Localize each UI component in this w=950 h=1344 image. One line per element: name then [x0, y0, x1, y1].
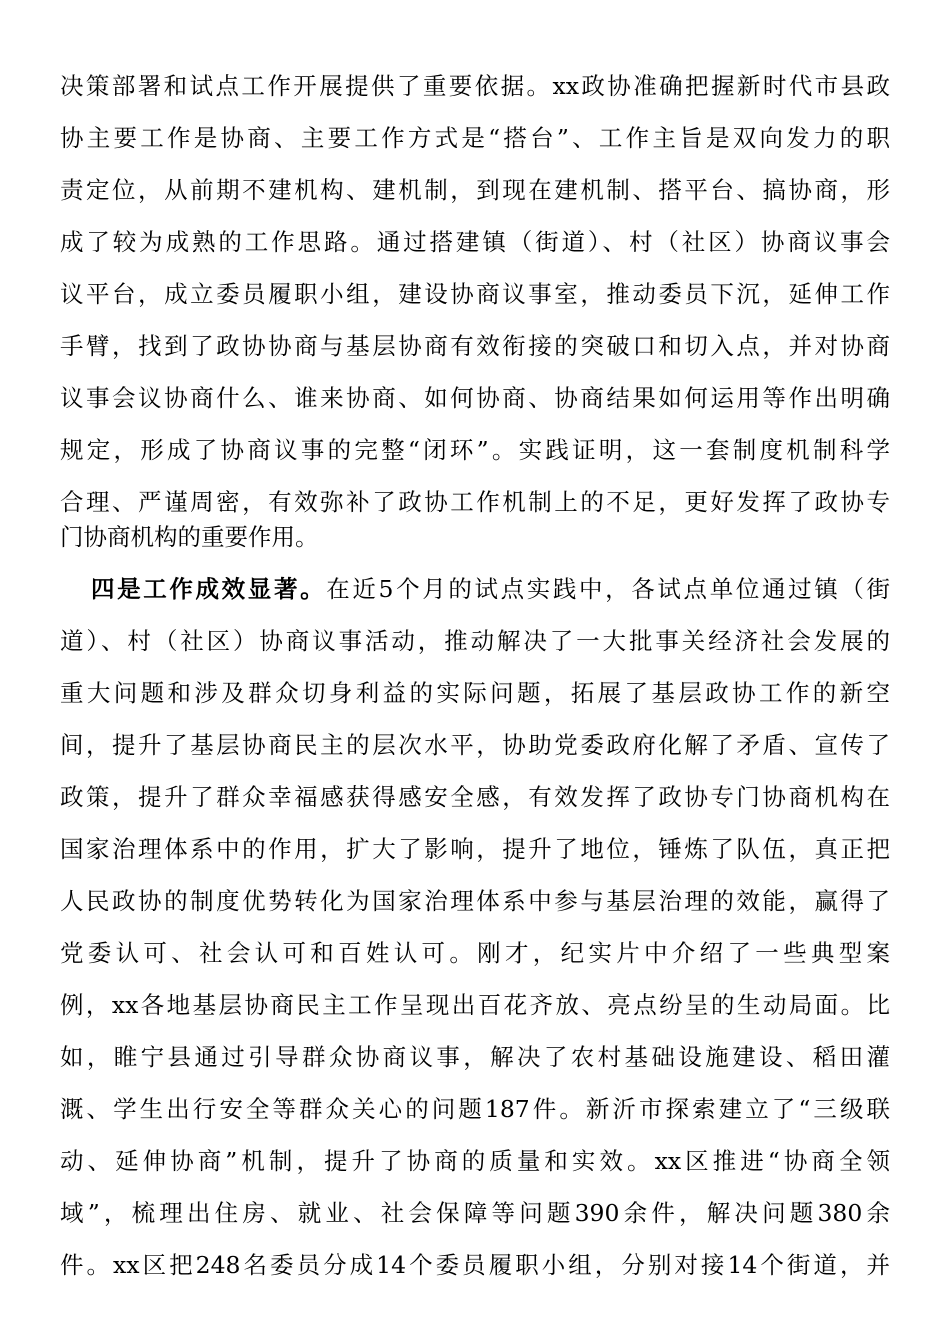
text-line: 间，提升了基层协商民主的层次水平，协助党委政府化解了矛盾、宣传了: [60, 731, 890, 759]
text-line: 域”，梳理出住房、就业、社会保障等问题390余件，解决问题380余: [60, 1199, 890, 1227]
text-line: 规定，形成了协商议事的完整“闭环”。实践证明，这一套制度机制科学: [60, 436, 890, 464]
text-line: 成了较为成熟的工作思路。通过搭建镇（街道）、村（社区）协商议事会: [60, 228, 890, 256]
text-line: 如，睢宁县通过引导群众协商议事，解决了农村基础设施建设、稻田灌: [60, 1043, 890, 1071]
text-line: 决策部署和试点工作开展提供了重要依据。xx政协准确把握新时代市县政: [60, 72, 890, 100]
text-line: 人民政协的制度优势转化为国家治理体系中参与基层治理的效能，赢得了: [60, 887, 890, 915]
section-heading: 四是工作成效显著。: [91, 575, 327, 603]
text-line: 件。xx区把248名委员分成14个委员履职小组，分别对接14个街道，并: [60, 1251, 890, 1279]
text-line: 国家治理体系中的作用，扩大了影响，提升了地位，锤炼了队伍，真正把: [60, 835, 890, 863]
text-line: 道）、村（社区）协商议事活动，推动解决了一大批事关经济社会发展的: [60, 627, 890, 655]
text-run: 在近5个月的试点实践中，各试点单位通过镇（街: [326, 575, 891, 603]
text-line: 手臂，找到了政协协商与基层协商有效衔接的突破口和切入点，并对协商: [60, 332, 890, 360]
text-line: 合理、严谨周密，有效弥补了政协工作机制上的不足，更好发挥了政协专: [60, 488, 890, 516]
text-line: 门协商机构的重要作用。: [60, 523, 319, 551]
text-line: 协主要工作是协商、主要工作方式是“搭台”、工作主旨是双向发力的职: [60, 124, 890, 152]
text-line: 议事会议协商什么、谁来协商、如何协商、协商结果如何运用等作出明确: [60, 384, 890, 412]
text-line: 议平台，成立委员履职小组，建设协商议事室，推动委员下沉，延伸工作: [60, 280, 890, 308]
paragraph-first-line: [91, 569, 890, 609]
text-line: 例，xx各地基层协商民主工作呈现出百花齐放、亮点纷呈的生动局面。比: [60, 991, 890, 1019]
text-line: 政策，提升了群众幸福感获得感安全感，有效发挥了政协专门协商机构在: [60, 783, 890, 811]
text-line: 重大问题和涉及群众切身利益的实际问题，拓展了基层政协工作的新空: [60, 679, 890, 707]
text-line: 动、延伸协商”机制，提升了协商的质量和实效。xx区推进“协商全领: [60, 1147, 890, 1175]
text-line: 党委认可、社会认可和百姓认可。刚才，纪实片中介绍了一些典型案: [60, 939, 890, 967]
text-line: 责定位，从前期不建机构、建机制，到现在建机制、搭平台、搞协商，形: [60, 176, 890, 204]
text-line: 溉、学生出行安全等群众关心的问题187件。新沂市探索建立了“三级联: [60, 1095, 890, 1123]
